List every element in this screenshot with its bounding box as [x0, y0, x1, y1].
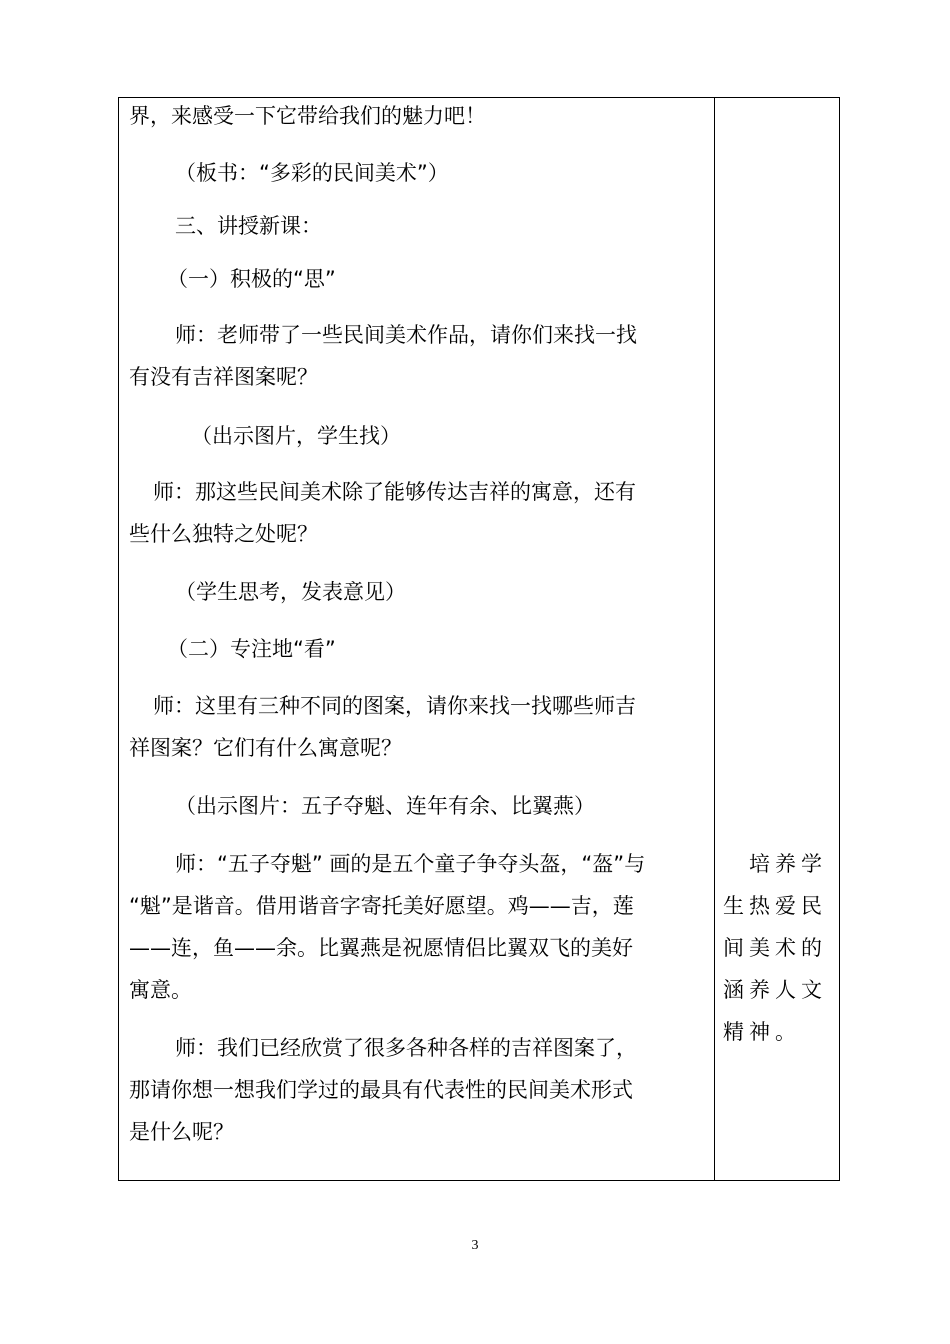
text-line: 寓意。 — [129, 978, 192, 1002]
text-line: （出示图片：五子夺魁、连年有余、比翼燕） — [175, 794, 595, 818]
subsection-heading: （二）专注地“看” — [167, 637, 336, 661]
text-line: 师：“五子夺魁” 画的是五个童子争夺头盔，“盔”与 — [175, 852, 646, 876]
text-line: 是什么呢？ — [129, 1120, 234, 1144]
text-line: ——连，鱼——余。比翼燕是祝愿情侣比翼双飞的美好 — [129, 936, 633, 960]
text-line: 些什么独特之处呢？ — [129, 522, 318, 546]
teaching-process-cell — [119, 98, 715, 1180]
subsection-heading: （一）积极的“思” — [167, 267, 336, 291]
text-line: （板书：“多彩的民间美术”） — [175, 161, 449, 185]
text-line: 师：这里有三种不同的图案，请你来找一找哪些师吉 — [153, 694, 636, 718]
text-line: 祥图案？它们有什么寓意呢？ — [129, 736, 402, 760]
page-number: 3 — [471, 1238, 479, 1253]
text-line: 师：老师带了一些民间美术作品，请你们来找一找 — [175, 323, 637, 347]
text-line: 师：我们已经欣赏了很多各种各样的吉祥图案了， — [175, 1036, 637, 1060]
text-line: 界，来感受一下它带给我们的魅力吧！ — [129, 104, 486, 128]
text-line: 有没有吉祥图案呢？ — [129, 365, 318, 389]
text-line: 那请你想一想我们学过的最具有代表性的民间美术形式 — [129, 1078, 633, 1102]
text-line: “魁”是谐音。借用谐音字寄托美好愿望。鸡——吉，莲 — [129, 894, 634, 918]
lesson-table — [118, 97, 840, 1181]
design-intent-cell — [715, 98, 839, 1180]
text-line: （出示图片，学生找） — [191, 424, 401, 448]
text-line: （学生思考，发表意见） — [175, 580, 406, 604]
design-intent-note: 培养学生热爱民间美术的涵养人文精神。 — [723, 852, 827, 1044]
section-heading: 三、讲授新课： — [175, 214, 322, 238]
text-line: 师：那这些民间美术除了能够传达吉祥的寓意，还有 — [153, 480, 636, 504]
